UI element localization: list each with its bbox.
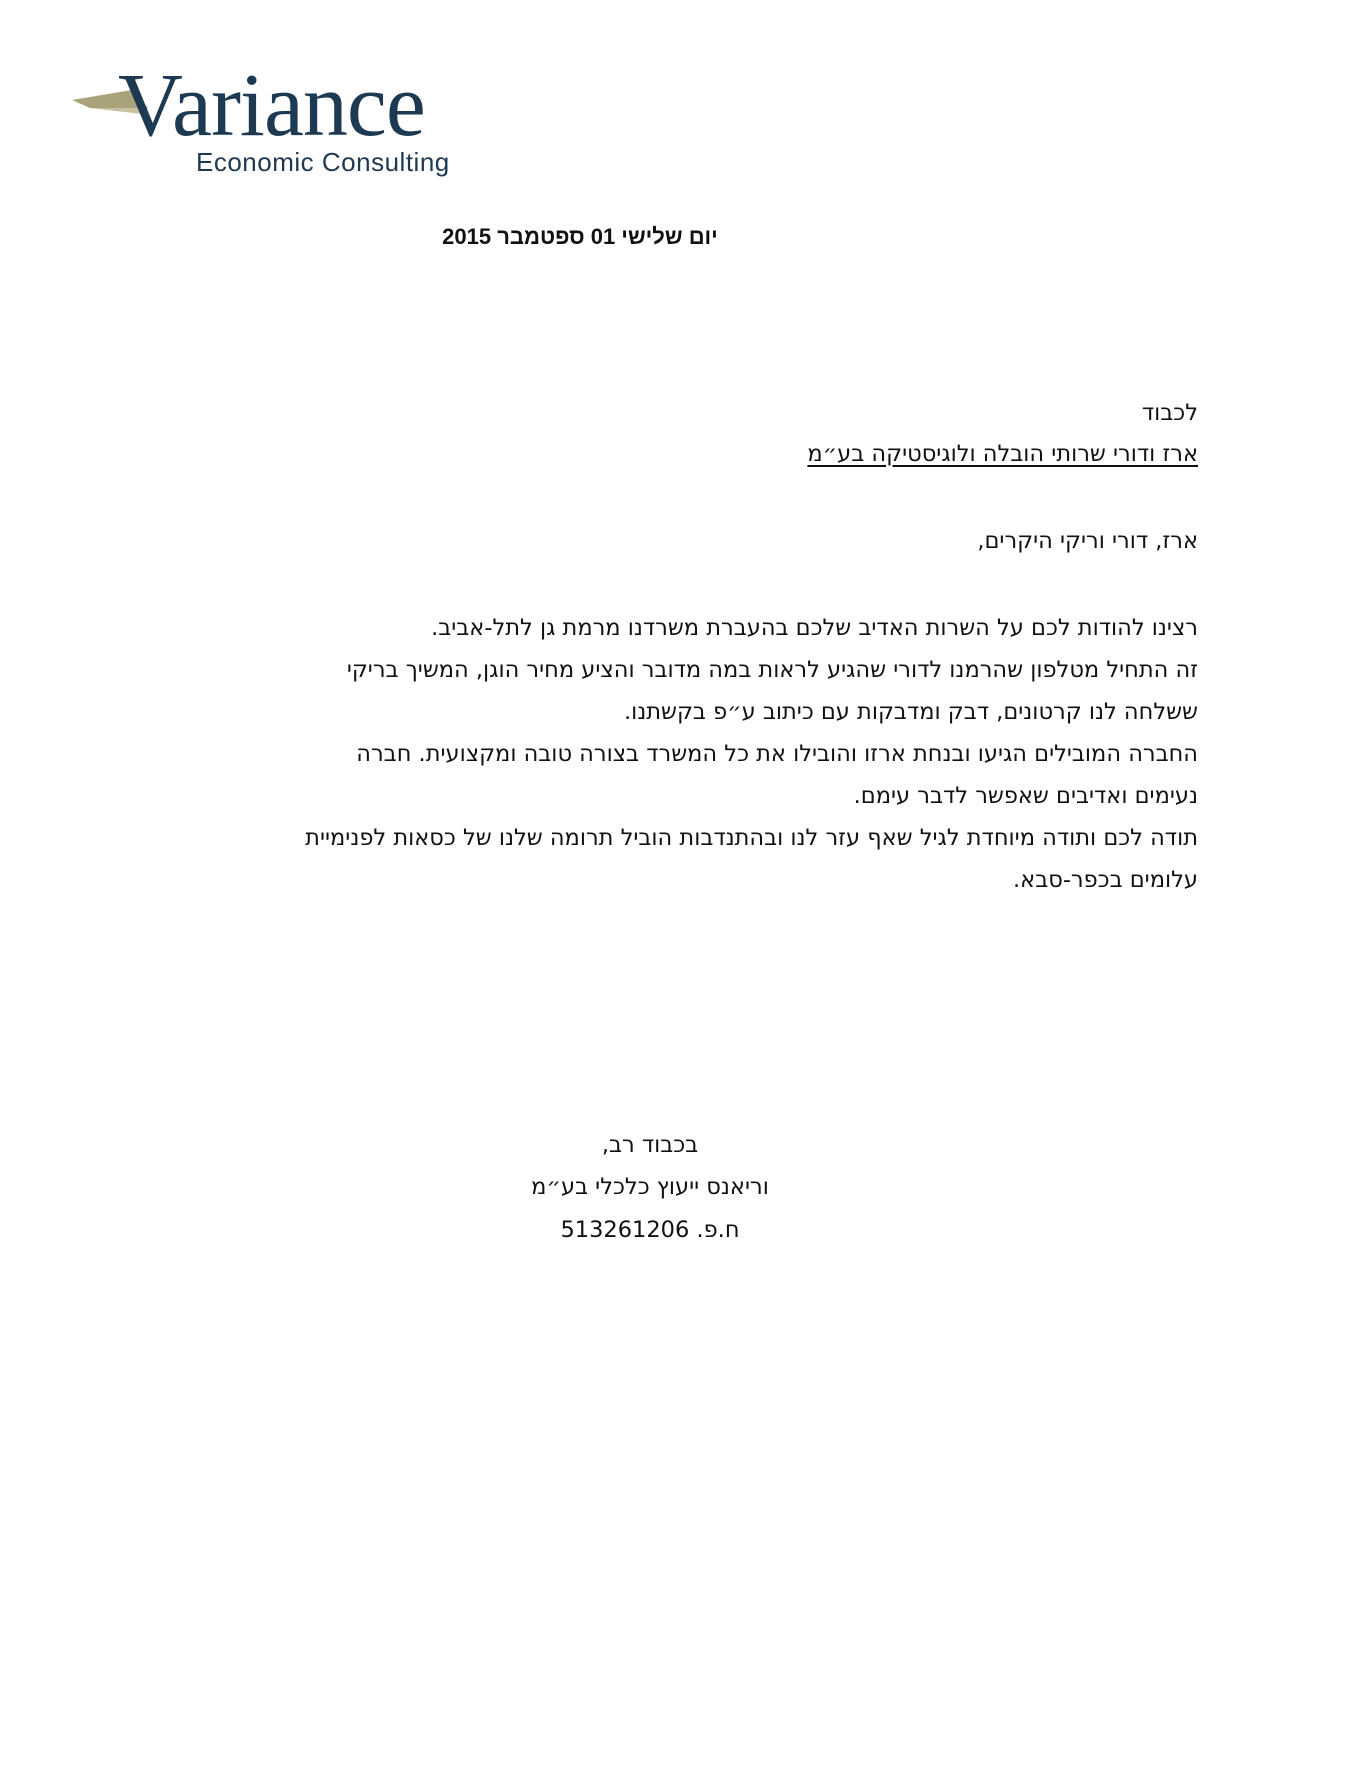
body-line: תודה לכם ותודה מיוחדת לגיל שאף עזר לנו ובהתנדבות הוביל תרומה שלנו של כסאות לפנימיית — [305, 825, 1198, 851]
letter-greeting: ארז, דורי וריקי היקרים, — [977, 528, 1198, 554]
company-logo — [72, 56, 472, 186]
body-line: החברה המובילים הגיעו ובנחת ארזו והובילו את כל המשרד בצורה טובה ומקצועית. חברה — [356, 741, 1198, 767]
body-line: רצינו להודות לכם על השרות האדיב שלכם בהעברת משרדנו מרמת גן לתל-אביב. — [431, 615, 1198, 641]
logo-tagline: Economic Consulting — [196, 147, 450, 177]
body-line: עלומים בכפר-סבא. — [1013, 867, 1198, 893]
letter-body — [208, 607, 1198, 901]
recipient-label: לכבוד — [1141, 400, 1198, 426]
body-line: נעימים ואדיבים שאפשר לדבר עימם. — [853, 783, 1198, 809]
body-line: זה התחיל מטלפון שהרמנו לדורי שהגיע לראות במה מדובר והציע מחיר הוגן, המשיך בריקי — [346, 657, 1198, 683]
recipient-company: ארז ודורי שרותי הובלה ולוגיסטיקה בע״מ — [807, 441, 1198, 467]
letter-closing: בכבוד רב, — [601, 1132, 699, 1158]
logo-wordmark: Variance — [118, 56, 425, 155]
company-id: ח.פ. 513261206 — [560, 1217, 740, 1243]
letter-date: יום שלישי 01 ספטמבר 2015 — [442, 224, 718, 249]
signer-name: וריאנס ייעוץ כלכלי בע״מ — [531, 1174, 769, 1200]
body-line: ששלחה לנו קרטונים, דבק ומדבקות עם כיתוב ע״פ בקשתנו. — [623, 699, 1198, 725]
